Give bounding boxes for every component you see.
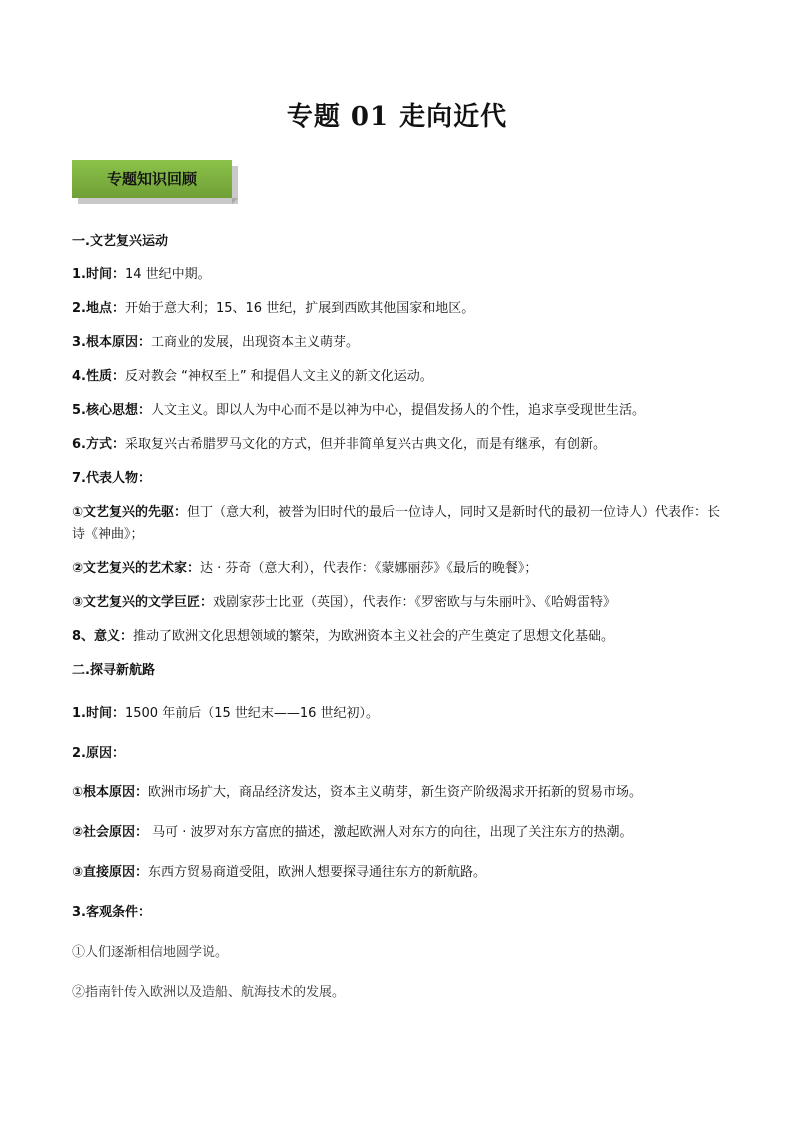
item-label: 3.客观条件： bbox=[72, 905, 151, 920]
item-label: 6.方式： bbox=[72, 437, 125, 452]
item-text: 马可 · 波罗对东方富庶的描述，激起欧洲人对东方的向往，出现了关注东方的热潮。 bbox=[148, 825, 633, 840]
list-item bbox=[72, 705, 732, 723]
item-label: ③文艺复兴的文学巨匠： bbox=[72, 595, 214, 610]
item-text: 人文主义。即以人为中心而不是以神为中心，提倡发扬人的个性，追求享受现世生活。 bbox=[150, 403, 645, 418]
list-item bbox=[72, 560, 732, 578]
item-label: 4.性质： bbox=[72, 369, 125, 384]
banner-label: 专题知识回顾 bbox=[72, 160, 232, 198]
list-item bbox=[72, 824, 732, 842]
item-label: 2.原因： bbox=[72, 746, 125, 761]
item-text: 欧洲市场扩大，商品经济发达，资本主义萌芽，新生资产阶级渴求开拓新的贸易市场。 bbox=[148, 785, 643, 800]
list-item bbox=[72, 334, 732, 352]
item-label: 2.地点： bbox=[72, 301, 125, 316]
item-text: 达 · 芬奇（意大利），代表作：《蒙娜丽莎》《最后的晚餐》； bbox=[200, 561, 538, 576]
list-item bbox=[72, 368, 732, 386]
item-label: ①根本原因： bbox=[72, 785, 149, 800]
item-text: 采取复兴古希腊罗马文化的方式，但并非简单复兴古典文化，而是有继承，有创新。 bbox=[124, 437, 606, 452]
list-item bbox=[72, 300, 732, 318]
list-item bbox=[72, 864, 732, 882]
item-text: ①人们逐渐相信地圆学说。 bbox=[72, 945, 229, 960]
item-text: 推动了欧洲文化思想领域的繁荣，为欧洲资本主义社会的产生奠定了思想文化基础。 bbox=[133, 629, 615, 644]
item-text: 但丁（意大利，被誉为旧时代的最后一位诗人，同时又是新时代的最初一位诗人）代表作：长诗《神曲》； bbox=[72, 505, 721, 542]
list-item bbox=[72, 628, 732, 646]
item-text: 开始于意大利；15、16 世纪，扩展到西欧其他国家和地区。 bbox=[124, 301, 475, 316]
list-item bbox=[72, 984, 732, 1002]
list-item bbox=[72, 402, 732, 420]
item-text: 东西方贸易商道受阻，欧洲人想要探寻通往东方的新航路。 bbox=[148, 865, 487, 880]
item-label: 3.根本原因： bbox=[72, 335, 151, 350]
section-heading-new-routes: 二.探寻新航路 bbox=[72, 663, 155, 678]
item-label: 1.时间： bbox=[72, 706, 125, 721]
item-label: ②文艺复兴的艺术家： bbox=[72, 561, 201, 576]
item-label: 1.时间： bbox=[72, 267, 125, 282]
item-text: ②指南针传入欧洲以及造船、航海技术的发展。 bbox=[72, 985, 346, 1000]
list-item bbox=[72, 904, 732, 922]
item-label: 7.代表人物： bbox=[72, 471, 151, 486]
list-item bbox=[72, 944, 732, 962]
item-text: 戏剧家莎士比亚（英国），代表作：《罗密欧与与朱丽叶》、《哈姆雷特》 bbox=[213, 595, 617, 610]
list-item bbox=[72, 436, 732, 454]
item-text: 工商业的发展，出现资本主义萌芽。 bbox=[150, 335, 359, 350]
list-item bbox=[72, 745, 732, 763]
list-item bbox=[72, 594, 732, 612]
list-item bbox=[72, 470, 732, 488]
page-title: 专题 01 走向近代 bbox=[286, 102, 508, 132]
list-item bbox=[72, 784, 732, 802]
list-item bbox=[72, 266, 732, 284]
item-text: 1500 年前后（15 世纪末——16 世纪初）。 bbox=[124, 706, 380, 721]
section-heading-renaissance: 一.文艺复兴运动 bbox=[72, 234, 168, 249]
item-label: ③直接原因： bbox=[72, 865, 149, 880]
banner-fold bbox=[232, 198, 238, 204]
item-text: 反对教会 “神权至上” 和提倡人文主义的新文化运动。 bbox=[124, 369, 433, 384]
item-label: 8、意义： bbox=[72, 629, 134, 644]
item-text: 14 世纪中期。 bbox=[124, 267, 211, 282]
list-item bbox=[72, 502, 732, 546]
item-label: 5.核心思想： bbox=[72, 403, 151, 418]
section-banner bbox=[72, 160, 232, 202]
item-label: ①文艺复兴的先驱： bbox=[72, 505, 188, 520]
item-label: ②社会原因： bbox=[72, 825, 149, 840]
